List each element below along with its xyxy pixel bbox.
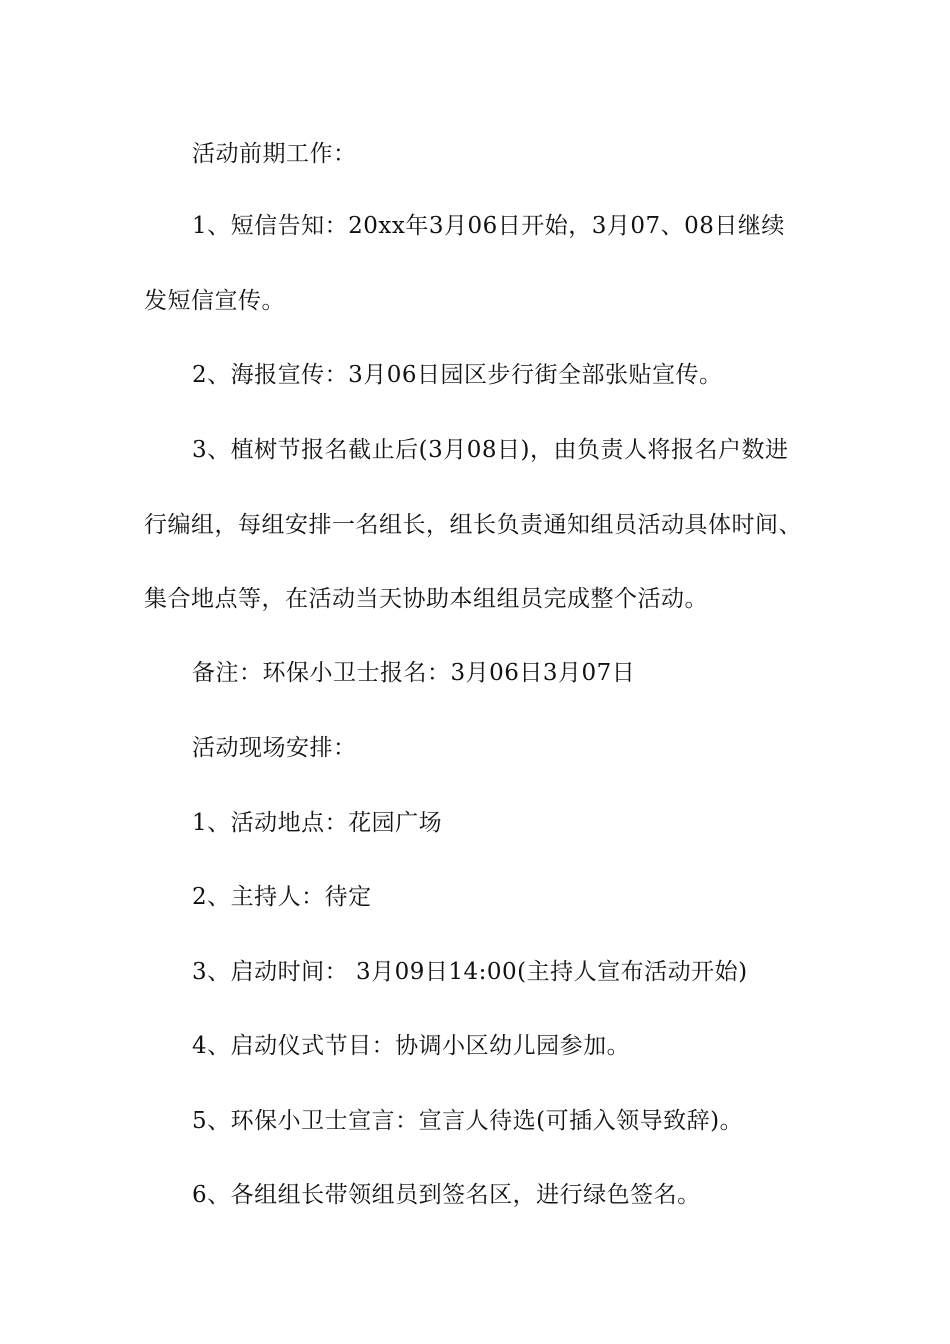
section-heading-onsite: 活动现场安排：	[192, 735, 357, 761]
item-location: 1、活动地点：花园广场	[192, 810, 443, 836]
paragraph-sms-notice-line-1: 1、短信告知：20xx年3月06日开始，3月07、08日继续	[192, 213, 785, 239]
paragraph-registration-line-3: 集合地点等，在活动当天协助本组组员完成整个活动。	[144, 586, 708, 612]
note-registration-dates: 备注：环保小卫士报名：3月06日3月07日	[192, 660, 636, 686]
item-eco-guardian-declaration: 5、环保小卫士宣言：宣言人待选(可插入领导致辞)。	[192, 1108, 744, 1134]
section-heading-preparation: 活动前期工作：	[192, 141, 357, 167]
paragraph-sms-notice-line-2: 发短信宣传。	[144, 288, 285, 314]
item-green-signature: 6、各组组长带领组员到签名区，进行绿色签名。	[192, 1182, 701, 1208]
paragraph-registration-line-1: 3、植树节报名截止后(3月08日)，由负责人将报名户数进	[192, 437, 789, 463]
paragraph-registration-line-2: 行编组，每组安排一名组长，组长负责通知组员活动具体时间、	[144, 512, 802, 538]
paragraph-poster-promotion: 2、海报宣传：3月06日园区步行街全部张贴宣传。	[192, 362, 723, 388]
item-host: 2、主持人：待定	[192, 884, 372, 910]
item-start-time: 3、启动时间： 3月09日14:00(主持人宣布活动开始)	[192, 959, 748, 985]
item-opening-ceremony: 4、启动仪式节目：协调小区幼儿园参加。	[192, 1033, 631, 1059]
